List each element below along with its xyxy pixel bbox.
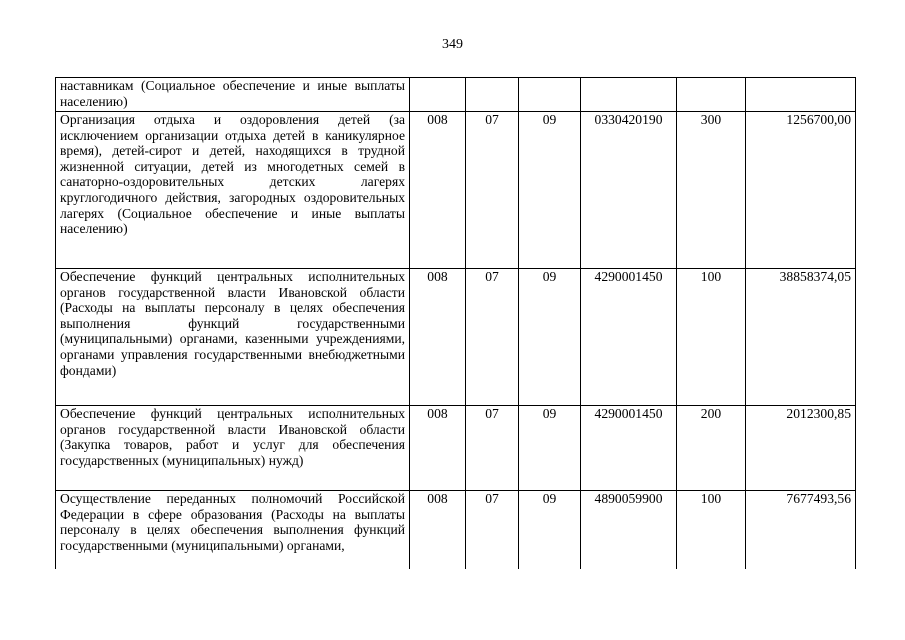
row-description: наставникам (Социальное обеспечение и иные выплаты населению)	[56, 78, 410, 112]
amount: 38858374,05	[746, 269, 856, 406]
row-description: Обеспечение функций центральных исполнительных органов государственной власти Ивановской области (Закупка товаров, работ и услуг для обеспечения государственных (муниципальных) нужд)	[56, 406, 410, 491]
section-code: 07	[466, 491, 519, 570]
ministry-code: 008	[410, 406, 466, 491]
table-row	[56, 406, 856, 491]
expense-type-code: 200	[677, 406, 746, 491]
row-description: Осуществление переданных полномочий Российской Федерации в сфере образования (Расходы на выплаты персоналу в целях обеспечения выполнения функций государственными (муниципальными) органами,	[56, 491, 410, 570]
target-article-code: 4890059900	[581, 491, 677, 570]
table-row	[56, 269, 856, 406]
row-description: Обеспечение функций центральных исполнительных органов государственной власти Ивановской области (Расходы на выплаты персоналу в целях обеспечения выполнения функций государственными (муниципальными) органами, казенными учреждениями, органами управления государственными внебюджетными фондами)	[56, 269, 410, 406]
table-row	[56, 112, 856, 269]
expense-type-code: 100	[677, 491, 746, 570]
subsection-code: 09	[519, 112, 581, 269]
amount: 7677493,56	[746, 491, 856, 570]
ministry-code	[410, 78, 466, 112]
section-code: 07	[466, 269, 519, 406]
amount: 2012300,85	[746, 406, 856, 491]
subsection-code	[519, 78, 581, 112]
row-description: Организация отдыха и оздоровления детей (за исключением организации отдыха детей в каникулярное время), детей-сирот и детей, находящихся в трудной жизненной ситуации, детей из многодетных семей в санаторно-оздоровительных детских лагерях круглогодичного действия, загородных оздоровительных лагерях (Социальное обеспечение и иные выплаты населению)	[56, 112, 410, 269]
target-article-code: 4290001450	[581, 406, 677, 491]
section-code: 07	[466, 406, 519, 491]
ministry-code: 008	[410, 491, 466, 570]
expense-type-code	[677, 78, 746, 112]
expense-type-code: 100	[677, 269, 746, 406]
target-article-code	[581, 78, 677, 112]
ministry-code: 008	[410, 269, 466, 406]
amount: 1256700,00	[746, 112, 856, 269]
page-number: 349	[442, 37, 463, 52]
table-row	[56, 491, 856, 570]
ministry-code: 008	[410, 112, 466, 269]
section-code	[466, 78, 519, 112]
target-article-code: 4290001450	[581, 269, 677, 406]
expense-type-code: 300	[677, 112, 746, 269]
table-row	[56, 78, 856, 112]
subsection-code: 09	[519, 269, 581, 406]
subsection-code: 09	[519, 406, 581, 491]
target-article-code: 0330420190	[581, 112, 677, 269]
section-code: 07	[466, 112, 519, 269]
budget-table	[55, 77, 856, 569]
subsection-code: 09	[519, 491, 581, 570]
amount	[746, 78, 856, 112]
